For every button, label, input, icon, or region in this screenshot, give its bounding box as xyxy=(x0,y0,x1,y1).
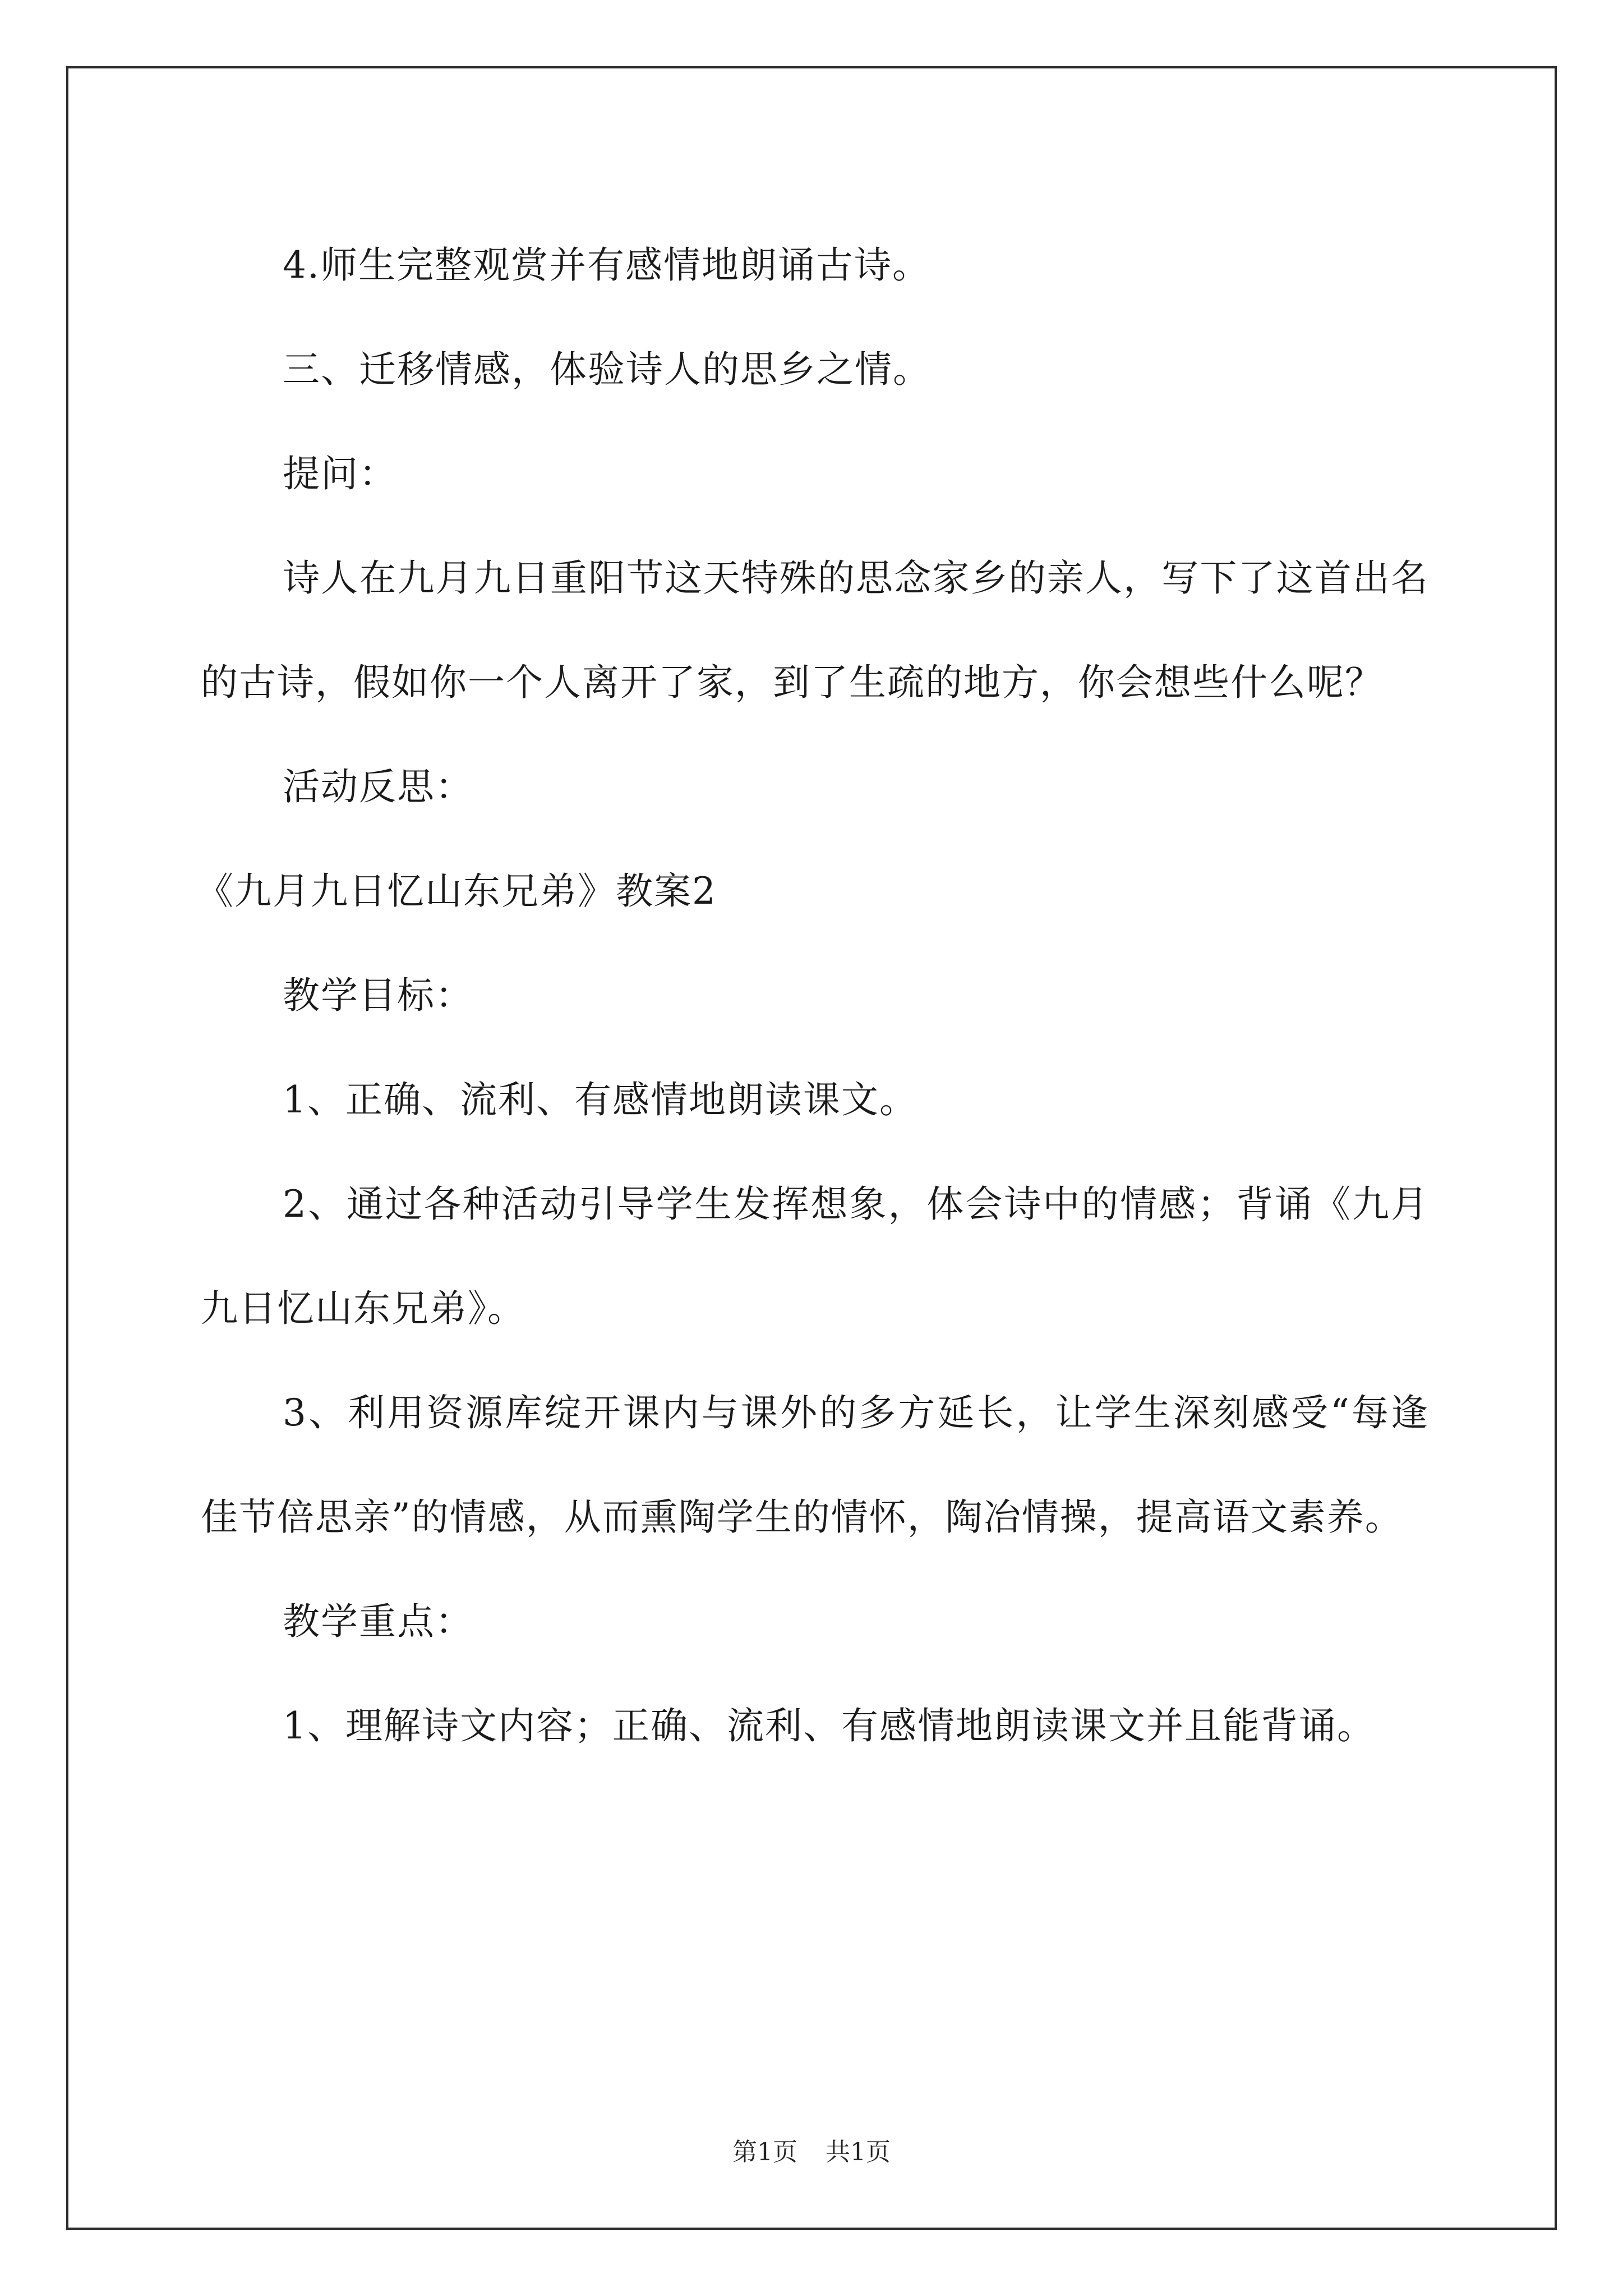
paragraph-question-label: 提问： xyxy=(283,452,397,495)
paragraph-question-text: 诗人在九月九日重阳节这天特殊的思念家乡的亲人，写下了这首出名的古诗，假如你一个人离开了家，到了生疏的地方，你会想些什么呢？ xyxy=(201,556,1429,704)
paragraph-objective-2: 2、通过各种活动引导学生发挥想象，体会诗中的情感；背诵《九月九日忆山东兄弟》。 xyxy=(201,1182,1429,1330)
paragraph-section-3-heading: 三、迁移情感，体验诗人的思乡之情。 xyxy=(283,348,931,391)
paragraph-objective-3: 3、利用资源库绽开课内与课外的多方延长，让学生深刻感受“每逢佳节倍思亲”的情感，从而熏陶学生的情怀，陶冶情操，提高语文素养。 xyxy=(201,1391,1429,1539)
paragraph-key-point-1: 1、理解诗文内容；正确、流利、有感情地朗读课文并且能背诵。 xyxy=(283,1704,1375,1747)
page-footer xyxy=(0,2132,1623,2168)
paragraph-objectives-label: 教学目标： xyxy=(283,974,473,1017)
lesson-plan-title: 《九月九日忆山东兄弟》教案2 xyxy=(196,869,717,913)
page-number-current: 第1页 xyxy=(732,2138,797,2166)
paragraph-key-points-label: 教学重点： xyxy=(283,1600,473,1643)
document-body xyxy=(196,213,1429,1778)
paragraph-objective-1: 1、正确、流利、有感情地朗读课文。 xyxy=(283,1078,917,1121)
page-number-total: 共1页 xyxy=(826,2138,891,2166)
paragraph-step-4: 4.师生完整观赏并有感情地朗诵古诗。 xyxy=(283,243,930,287)
paragraph-reflection-label: 活动反思： xyxy=(283,765,473,808)
